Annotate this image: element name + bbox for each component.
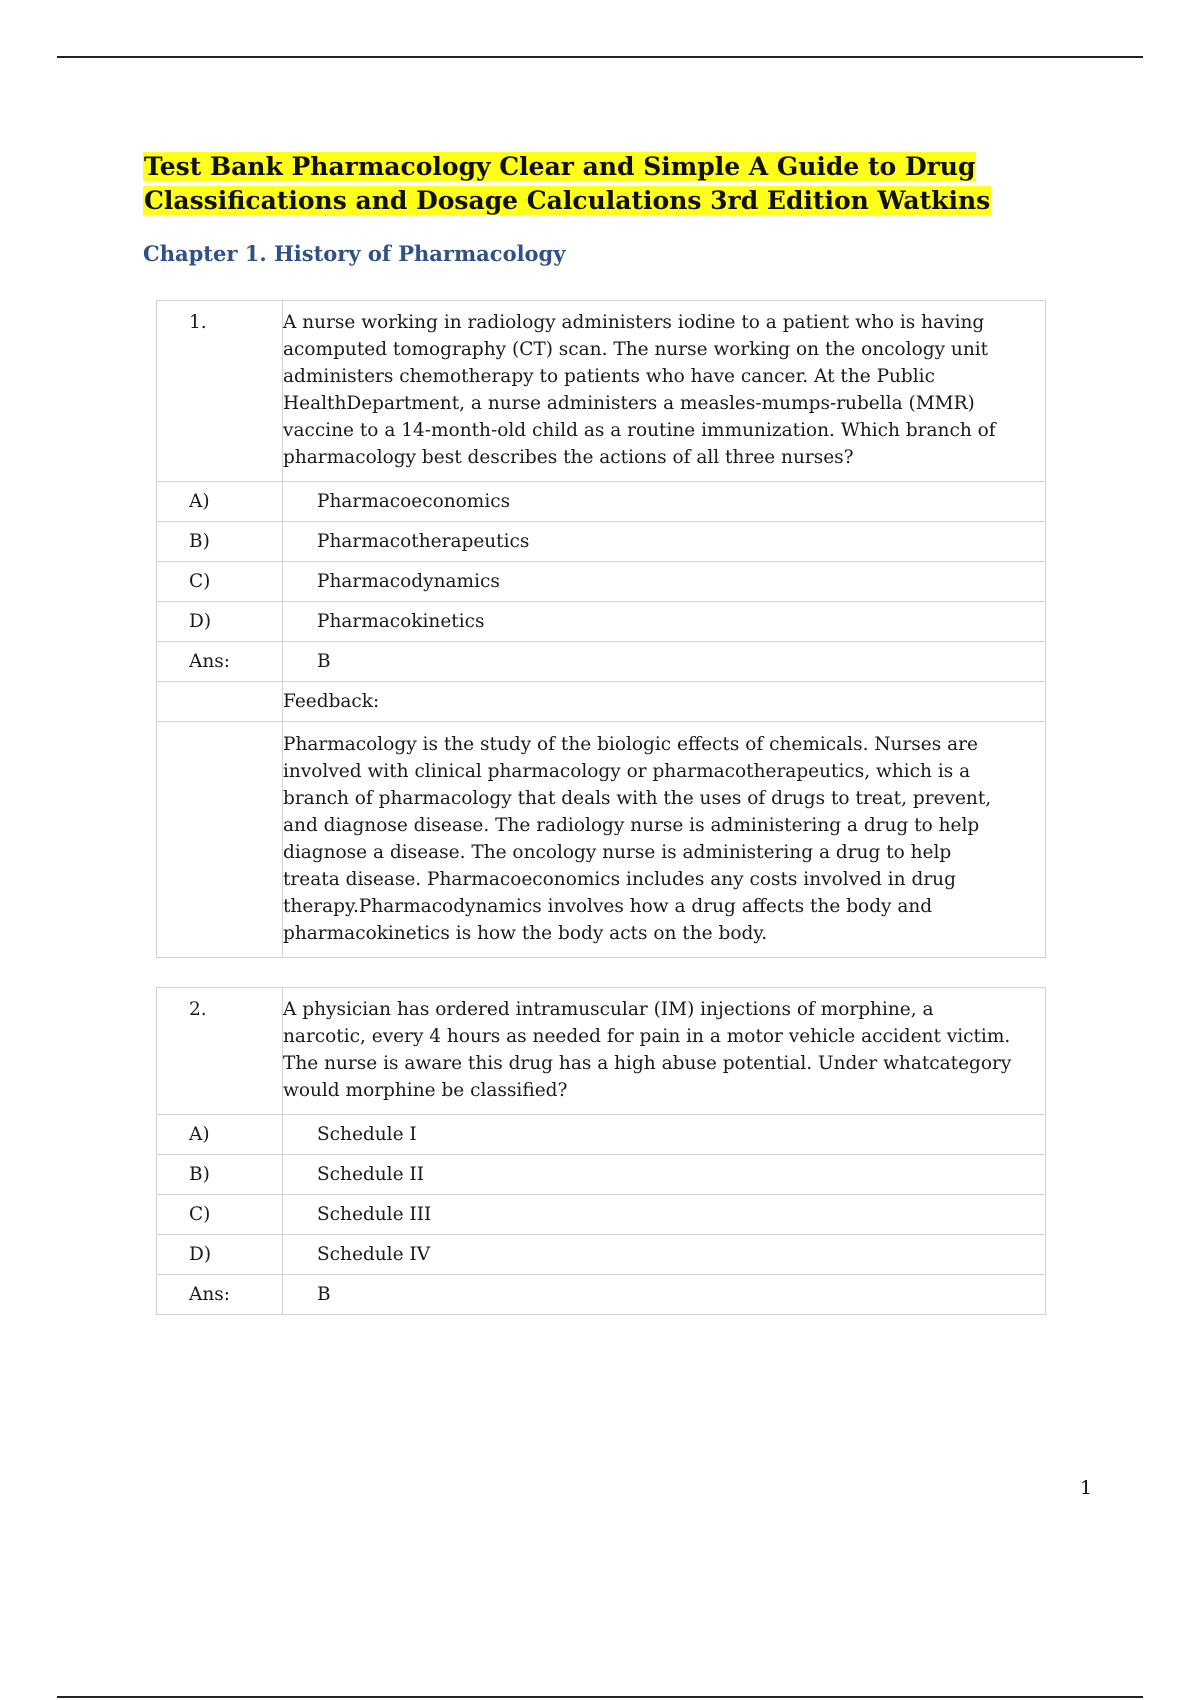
feedback-header-row xyxy=(157,682,1046,722)
option-text: Pharmacokinetics xyxy=(317,611,485,632)
option-row-c xyxy=(157,1195,1046,1235)
answer-value: B xyxy=(317,1284,331,1305)
option-text: Schedule IV xyxy=(317,1244,431,1265)
answer-row xyxy=(157,1275,1046,1315)
feedback-label: Feedback: xyxy=(283,691,380,712)
option-letter: D) xyxy=(157,602,283,642)
option-letter: B) xyxy=(157,522,283,562)
option-row-a xyxy=(157,1115,1046,1155)
feedback-text: Pharmacology is the study of the biologic effects of chemicals. Nurses are involved with clinical pharmacology or pharmacotherapeutics, which is a branch of pharmacology that deals with the uses of drugs to treat, prevent, and diagnose disease. The radiology nurse is administering a drug to help diagnose a disease. The oncology nurse is administering a drug to help treata disease. Pharmacoeconomics includes any costs involved in drug therapy.Pharmacodynamics involves how a drug affects the body and pharmacokinetics is how the body acts on the body. xyxy=(283,734,992,944)
question-table-1 xyxy=(156,300,1046,958)
option-letter: A) xyxy=(157,482,283,522)
document-title: Test Bank Pharmacology Clear and Simple A Guide to Drug Classifications and Dosage Calculations 3rd Edition Watkins xyxy=(144,152,991,215)
option-cell xyxy=(283,602,1046,642)
option-row-b xyxy=(157,522,1046,562)
empty-cell xyxy=(157,682,283,722)
question-stem-cell xyxy=(283,988,1046,1115)
question-stem-row xyxy=(157,988,1046,1115)
feedback-label-cell xyxy=(283,682,1046,722)
answer-label: Ans: xyxy=(157,1275,283,1315)
answer-row xyxy=(157,642,1046,682)
option-text: Pharmacodynamics xyxy=(317,571,500,592)
option-text: Pharmacotherapeutics xyxy=(317,531,530,552)
question-stem-cell xyxy=(283,301,1046,482)
page-number: 1 xyxy=(1080,1477,1093,1499)
question-stem: A nurse working in radiology administers iodine to a patient who is having acomputed tomography (CT) scan. The nurse working on the oncology unit administers chemotherapy to patients who have cancer. At the Public HealthDepartment, a nurse administers a measles-mumps-rubella (MMR) vaccine to a 14-month-old child as a routine immunization. Which branch of pharmacology best describes the actions of all three nurses? xyxy=(283,312,996,468)
answer-cell xyxy=(283,642,1046,682)
option-cell xyxy=(283,1155,1046,1195)
answer-cell xyxy=(283,1275,1046,1315)
option-cell xyxy=(283,482,1046,522)
answer-label: Ans: xyxy=(157,642,283,682)
answer-value: B xyxy=(317,651,331,672)
option-cell xyxy=(283,1195,1046,1235)
chapter-heading: Chapter 1. History of Pharmacology xyxy=(143,241,566,266)
question-stem-row xyxy=(157,301,1046,482)
option-letter: D) xyxy=(157,1235,283,1275)
question-number: 2. xyxy=(157,988,283,1115)
option-row-b xyxy=(157,1155,1046,1195)
option-row-d xyxy=(157,602,1046,642)
option-letter: A) xyxy=(157,1115,283,1155)
question-number: 1. xyxy=(157,301,283,482)
option-text: Schedule III xyxy=(317,1204,432,1225)
option-row-d xyxy=(157,1235,1046,1275)
option-letter: B) xyxy=(157,1155,283,1195)
option-row-c xyxy=(157,562,1046,602)
option-letter: C) xyxy=(157,1195,283,1235)
question-stem: A physician has ordered intramuscular (IM) injections of morphine, a narcotic, every 4 hours as needed for pain in a motor vehicle accident victim. The nurse is aware this drug has a high abuse potential. Under whatcategory would morphine be classified? xyxy=(283,999,1012,1101)
feedback-cell xyxy=(283,722,1046,958)
option-cell xyxy=(283,522,1046,562)
empty-cell xyxy=(157,722,283,958)
option-cell xyxy=(283,1235,1046,1275)
bottom-rule xyxy=(57,1696,1143,1698)
option-text: Pharmacoeconomics xyxy=(317,491,511,512)
question-table-2 xyxy=(156,987,1046,1315)
feedback-row xyxy=(157,722,1046,958)
option-text: Schedule I xyxy=(317,1124,417,1145)
option-letter: C) xyxy=(157,562,283,602)
option-row-a xyxy=(157,482,1046,522)
option-text: Schedule II xyxy=(317,1164,425,1185)
option-cell xyxy=(283,1115,1046,1155)
top-rule xyxy=(57,56,1143,58)
option-cell xyxy=(283,562,1046,602)
